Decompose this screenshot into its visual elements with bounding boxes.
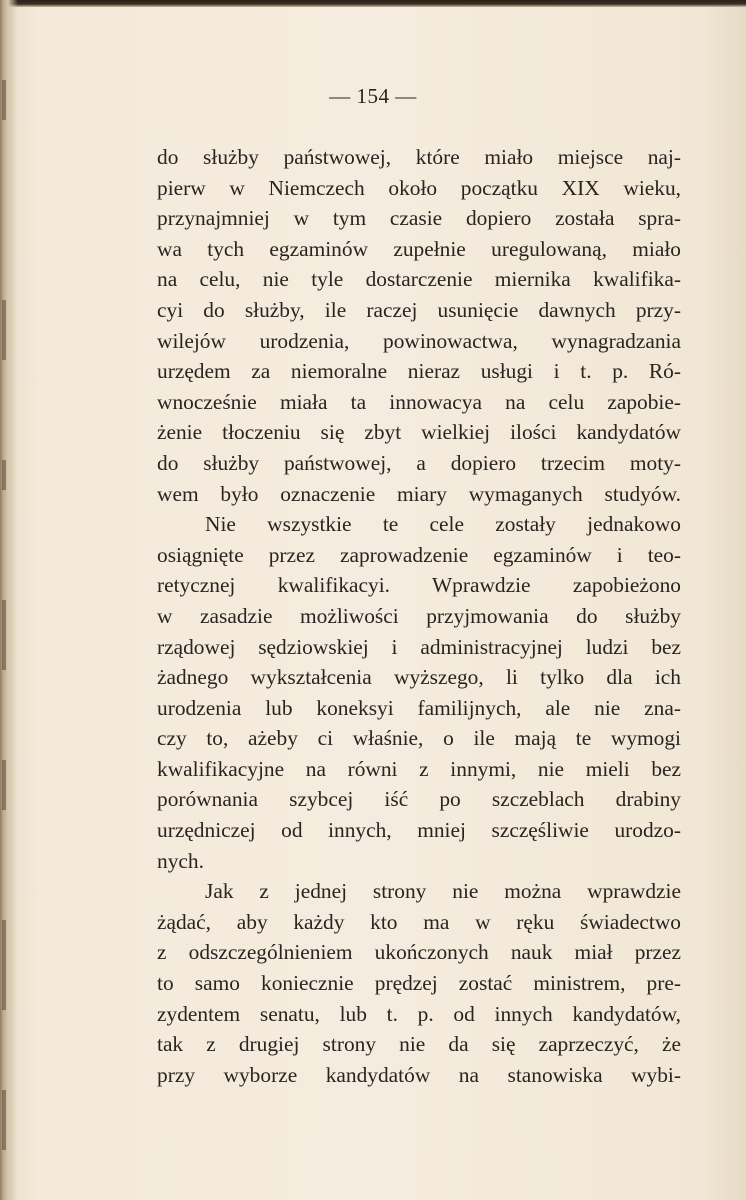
text-line: w zasadzie możliwości przyjmowania do służby (157, 603, 681, 628)
page-top-edge (0, 0, 746, 7)
text-line: żenie tłoczeniu się zbyt wielkiej ilości kandydatów (157, 420, 681, 445)
binding-stain (2, 760, 6, 810)
text-line: urzędniczej od innych, mniej szczęśliwie urodzo- (157, 818, 681, 843)
text-line: żadnego wykształcenia wyższego, li tylko dla ich (157, 665, 681, 690)
text-line: żądać, aby każdy kto ma w ręku świadectwo (157, 909, 681, 934)
text-line: przy wyborze kandydatów na stanowiska wybi- (157, 1062, 681, 1087)
text-line: na celu, nie tyle dostarczenie miernika kwalifika- (157, 267, 681, 292)
text-line: to samo koniecznie prędzej zostać ministrem, pre- (157, 971, 681, 996)
binding-stain (2, 300, 6, 360)
text-line: cyi do służby, ile raczej usunięcie dawnych przy- (157, 297, 681, 322)
text-line: Jak z jednej strony nie można wprawdzie (205, 879, 681, 904)
page-number: — 154 — (329, 84, 417, 108)
paragraph (157, 509, 681, 876)
text-line: wilejów urodzenia, powinowactwa, wynagradzania (157, 328, 681, 353)
text-line: do służby państwowej, a dopiero trzecim moty- (157, 450, 681, 475)
text-line: urodzenia lub koneksyi familijnych, ale nie zna- (157, 695, 681, 720)
text-line: zydentem senatu, lub t. p. od innych kandydatów, (157, 1001, 681, 1026)
text-line: osiągnięte przez zaprowadzenie egzaminów i teo- (157, 542, 681, 567)
binding-stain (2, 1090, 6, 1150)
paragraph (157, 876, 681, 1090)
text-line: urzędem za niemoralne nieraz usługi i t. p. Ró- (157, 359, 681, 384)
body-text (157, 142, 681, 1090)
text-line: z odszczególnieniem ukończonych nauk miał przez (157, 940, 681, 965)
binding-stain (2, 920, 6, 1010)
text-line: wnocześnie miała ta innowacya na celu zapobie- (157, 389, 681, 414)
text-line: tak z drugiej strony nie da się zaprzeczyć, że (157, 1032, 681, 1057)
text-line: porównania szybcej iść po szczeblach drabiny (157, 787, 681, 812)
text-line: wa tych egzaminów zupełnie uregulowaną, miało (157, 236, 681, 261)
text-line: pierw w Niemczech około początku XIX wieku, (157, 175, 681, 200)
binding-stain (2, 600, 6, 670)
text-line: kwalifikacyjne na równi z innymi, nie mieli bez (157, 756, 681, 781)
text-line: do służby państwowej, które miało miejsce naj- (157, 145, 681, 169)
text-line: retycznej kwalifikacyi. Wprawdzie zapobieżono (157, 573, 681, 598)
paragraph (157, 142, 681, 509)
text-line: przynajmniej w tym czasie dopiero została spra- (157, 206, 681, 231)
text-line: nych. (157, 848, 204, 873)
binding-stain (2, 460, 6, 490)
text-line: czy to, ażeby ci właśnie, o ile mają te wymogi (157, 726, 681, 751)
text-line: Nie wszystkie te cele zostały jednakowo (205, 512, 681, 537)
text-line: wem było oznaczenie miary wymaganych studyów. (157, 481, 681, 506)
text-line: rządowej sędziowskiej i administracyjnej ludzi bez (157, 634, 681, 659)
page-binding-edge (0, 0, 18, 1200)
